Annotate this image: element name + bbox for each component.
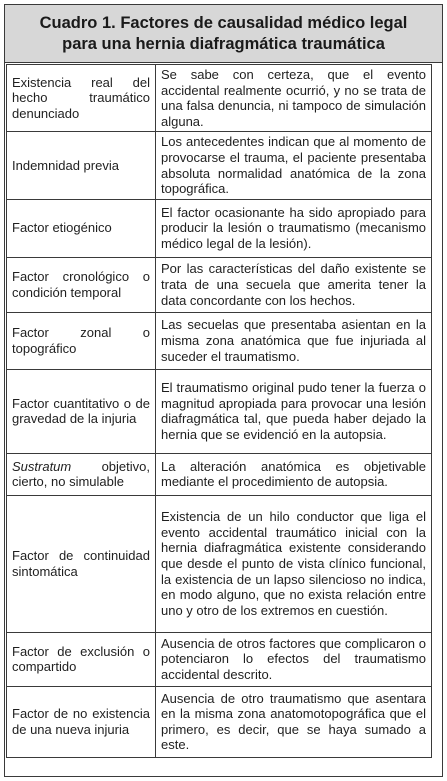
description-cell: Por las características del daño existente se trata de una secuela que amerita tener la data concordante con los hechos. xyxy=(156,257,432,312)
description-cell: Existencia de un hilo conductor que liga el evento accidental traumático inicial con la hernia diafragmática existente considerando que desde el punto de vista clínico funcional, la existencia de un lapso silencioso no indica, en modo alguno, que no exista relación entre uno y otro de los extremos en cuestión. xyxy=(156,495,432,632)
table-row xyxy=(7,453,432,495)
table-row xyxy=(7,632,432,686)
table-caption: Cuadro 1. Factores de causalidad médico legal para una hernia diafragmática traumática xyxy=(39,13,408,53)
description-cell: Las secuelas que presentaba asientan en la misma zona anatómica que fue injuriada al suceder el traumatismo. xyxy=(156,312,432,369)
factor-cell: Factor etiogénico xyxy=(7,199,156,257)
description-cell: Ausencia de otro traumatismo que asentara en la misma zona anatomotopográfica que el primero, es decir, que se haya sumado a este. xyxy=(156,686,432,757)
factor-cell: Factor de continuidad sintomática xyxy=(7,495,156,632)
table-row xyxy=(7,495,432,632)
table-row xyxy=(7,65,432,132)
causality-table xyxy=(6,64,432,758)
table-caption-box xyxy=(5,5,442,63)
table-row xyxy=(7,199,432,257)
description-cell: La alteración anatómica es objetivable mediante el procedimiento de autopsia. xyxy=(156,453,432,495)
factor-italic-term: Sustratum xyxy=(12,458,72,474)
description-cell: Se sabe con certeza, que el evento accidental realmente ocurrió, y no se trata de una falsa denuncia, ni tampoco de simulación alguna. xyxy=(156,65,432,132)
factor-cell: Existencia real del hecho traumático denunciado xyxy=(7,65,156,132)
factor-cell: Factor de no existencia de una nueva injuria xyxy=(7,686,156,757)
description-cell: Ausencia de otros factores que complicaron o potenciaron lo efectos del traumatismo accidental descrito. xyxy=(156,632,432,686)
factor-cell: Factor de exclusión o compartido xyxy=(7,632,156,686)
table-row xyxy=(7,369,432,453)
table-row xyxy=(7,686,432,757)
factor-cell: Factor cuantitativo o de gravedad de la injuria xyxy=(7,369,156,453)
table-row xyxy=(7,312,432,369)
factor-cell xyxy=(7,453,156,495)
description-cell: El factor ocasionante ha sido apropiado para producir la lesión o traumatismo (mecanismo médico legal de la lesión). xyxy=(156,199,432,257)
table-row xyxy=(7,257,432,312)
factor-cell: Factor zonal o topográfico xyxy=(7,312,156,369)
factor-text: objetivo, cierto, no simulable xyxy=(12,458,150,490)
description-cell: Los antecedentes indican que al momento de provocarse el trauma, el paciente presentaba absoluta normalidad anatómica de la zona topográfica. xyxy=(156,132,432,199)
table-row xyxy=(7,132,432,199)
factor-cell: Factor cronológico o condición temporal xyxy=(7,257,156,312)
factor-cell: Indemnidad previa xyxy=(7,132,156,199)
description-cell: El traumatismo original pudo tener la fuerza o magnitud apropiada para provocar una lesión diafragmática tal, que pueda haber dejado la hernia que se evidenció en la autopsia. xyxy=(156,369,432,453)
